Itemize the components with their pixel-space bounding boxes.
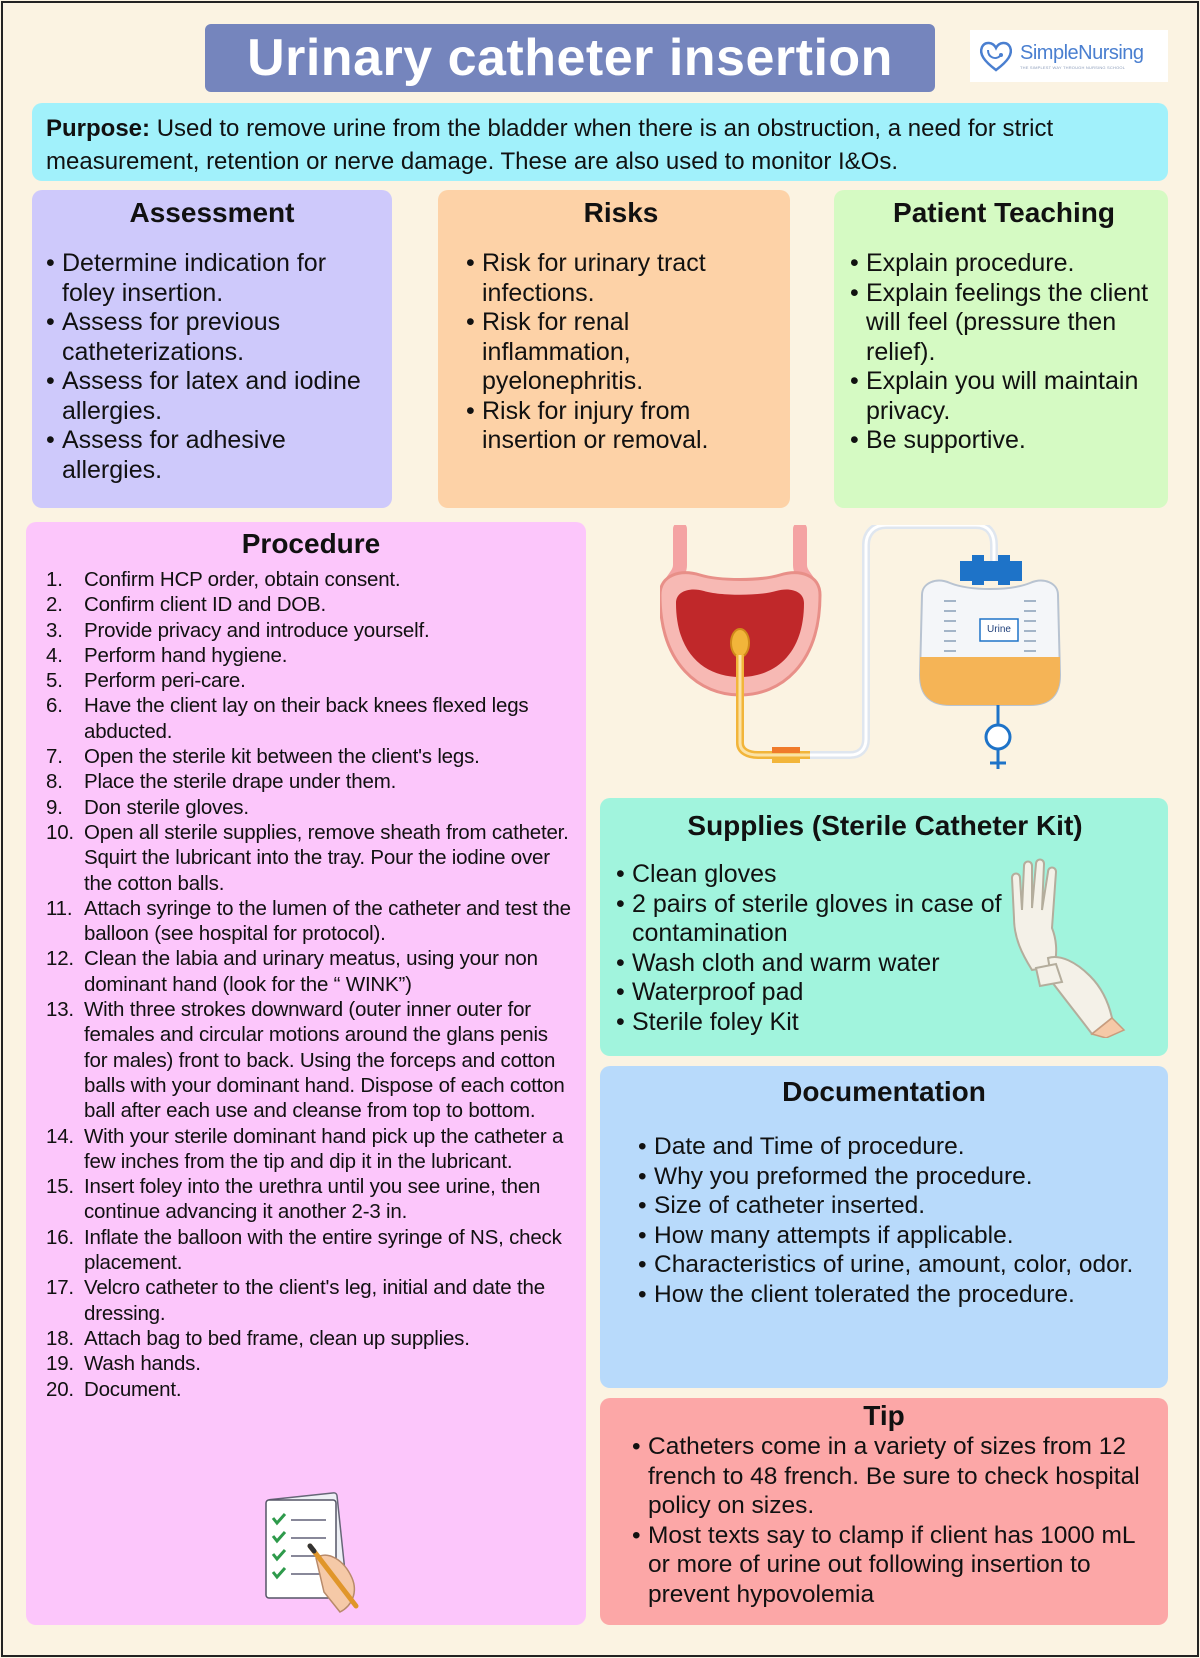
list-item: • Risk for injury from insertion or removal. xyxy=(466,397,776,456)
logo-tagline: THE SIMPLEST WAY THROUGH NURSING SCHOOL xyxy=(1020,65,1126,70)
list-item: • Risk for renal inflammation, pyelonephritis. xyxy=(466,308,776,397)
procedure-step: 8. Place the sterile drape under them. xyxy=(46,770,397,794)
patient-teaching-title: Patient Teaching xyxy=(893,197,1115,228)
procedure-step: 14. With your sterile dominant hand pick up the catheter a few inches from the tip and dip it in the lubricant. xyxy=(46,1124,564,1173)
purpose-label: Purpose: xyxy=(46,115,151,142)
supplies-title: Supplies (Sterile Catheter Kit) xyxy=(687,810,1083,841)
procedure-step: 16. Inflate the balloon with the entire syringe of NS, check placement. xyxy=(46,1225,562,1275)
procedure-step: 4. Perform hand hygiene. xyxy=(46,643,288,667)
list-item: • Risk for urinary tract infections. xyxy=(466,249,776,308)
documentation-panel xyxy=(600,1066,1168,1388)
procedure-step: 6. Have the client lay on their back knees flexed legs abducted. xyxy=(46,694,529,743)
list-item: • Catheters come in a variety of sizes from 12 french to 48 french. Be sure to check hospital policy on sizes. xyxy=(632,1432,1154,1521)
procedure-step: 15. Insert foley into the urethra until you see urine, then continue advancing it another 2-3 in. xyxy=(46,1175,541,1224)
assessment-title: Assessment xyxy=(129,197,295,228)
list-item: • Clean gloves xyxy=(616,860,1154,890)
procedure-step: 7. Open the sterile kit between the client's legs. xyxy=(46,745,480,769)
procedure-step: 18. Attach bag to bed frame, clean up supplies. xyxy=(46,1326,470,1350)
list-item: • Assess for latex and iodine allergies. xyxy=(46,367,378,426)
documentation-title: Documentation xyxy=(782,1076,986,1107)
procedure-title: Procedure xyxy=(241,528,381,559)
procedure-step: 13. With three strokes downward (outer inner outer for females and circular motions around the glans penis for males) front to back. Using the forceps and cotton balls with your dominant hand. Dispose of each cotton ball after each use and cleanse from top to bottom. xyxy=(46,998,565,1123)
purpose-text: Used to remove urine from the bladder when there is an obstruction, a need for strict measurement, retention or nerve damage. These are also used to monitor I&Os. xyxy=(46,115,1054,175)
list-item: • 2 pairs of sterile gloves in case of contamination xyxy=(616,890,1154,949)
list-item: • How the client tolerated the procedure. xyxy=(638,1280,1154,1310)
list-item: • Characteristics of urine, amount, color, odor. xyxy=(638,1250,1154,1280)
list-item: • Assess for previous catheterizations. xyxy=(46,308,378,367)
assessment-panel xyxy=(32,190,392,508)
page-title: Urinary catheter insertion xyxy=(247,29,893,87)
list-item: • Wash cloth and warm water xyxy=(616,949,1154,979)
list-item: • Assess for adhesive allergies. xyxy=(46,426,378,485)
procedure-step: 5. Perform peri-care. xyxy=(46,669,246,693)
procedure-step: 17. Velcro catheter to the client's leg, initial and date the dressing. xyxy=(46,1276,545,1325)
procedure-panel xyxy=(26,522,586,1625)
checklist-clipboard-icon xyxy=(258,1488,380,1616)
procedure-step: 2. Confirm client ID and DOB. xyxy=(46,593,327,617)
procedure-step: 10. Open all sterile supplies, remove sheath from catheter. Squirt the lubricant into the tray. Pour the iodine over the cotton balls. xyxy=(46,820,569,895)
bag-label: Urine xyxy=(987,624,1011,635)
catheter-drainage-illustration xyxy=(660,525,1100,787)
procedure-step: 9. Don sterile gloves. xyxy=(46,795,249,819)
procedure-step: 1. Confirm HCP order, obtain consent. xyxy=(46,568,401,591)
list-item: • Determine indication for foley insertion. xyxy=(46,249,378,308)
procedure-step: 11. Attach syringe to the lumen of the catheter and test the balloon (see hospital for protocol). xyxy=(46,896,571,946)
list-item: • Be supportive. xyxy=(850,426,1158,456)
patient-teaching-panel xyxy=(834,190,1168,508)
procedure-steps xyxy=(46,567,576,1402)
list-item: • Why you preformed the procedure. xyxy=(638,1162,1154,1192)
list-item: • How many attempts if applicable. xyxy=(638,1221,1154,1251)
purpose-panel xyxy=(32,103,1168,181)
list-item: • Most texts say to clamp if client has 1000 mL or more of urine out following insertion to prevent hypovolemia xyxy=(632,1521,1154,1610)
procedure-step: 19. Wash hands. xyxy=(46,1352,201,1376)
risks-title: Risks xyxy=(583,197,659,228)
list-item: • Waterproof pad xyxy=(616,978,1154,1008)
sterile-gloves-icon xyxy=(1000,858,1128,1038)
procedure-step: 12. Clean the labia and urinary meatus, using your non dominant hand (look for the “ WINK”) xyxy=(46,947,538,996)
procedure-step: 20. Document. xyxy=(46,1377,182,1401)
list-item: • Explain feelings the client will feel (pressure then relief). xyxy=(850,279,1158,368)
logo-name: SimpleNursing xyxy=(1020,42,1144,64)
list-item: • Date and Time of procedure. xyxy=(638,1132,1154,1162)
simplenursing-logo[interactable] xyxy=(970,30,1168,82)
list-item: • Explain you will maintain privacy. xyxy=(850,367,1158,426)
procedure-step: 3. Provide privacy and introduce yourself. xyxy=(46,618,430,642)
list-item: • Explain procedure. xyxy=(850,249,1158,279)
title-banner xyxy=(205,24,935,92)
tip-title: Tip xyxy=(863,1400,905,1431)
tip-panel xyxy=(600,1398,1168,1625)
heart-stethoscope-icon xyxy=(976,36,1016,76)
risks-panel xyxy=(438,190,790,508)
list-item: • Size of catheter inserted. xyxy=(638,1191,1154,1221)
list-item: • Sterile foley Kit xyxy=(616,1008,1154,1038)
